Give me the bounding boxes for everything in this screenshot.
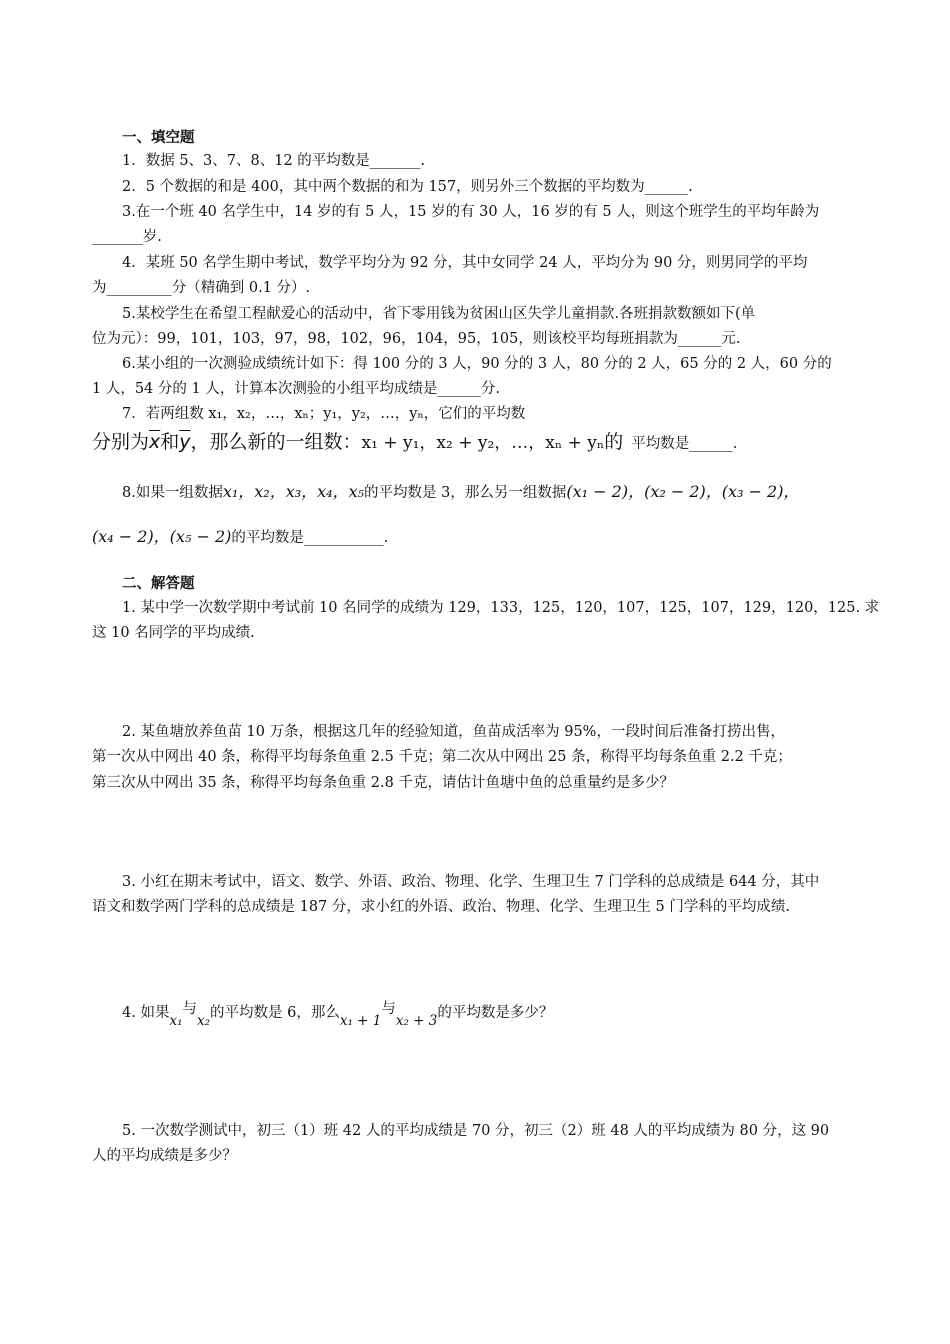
solve-question-5-line-2: 人的平均成绩是多少？	[92, 1148, 237, 1164]
q8-data-set: x₁，x₂，x₃，x₄，x₅	[222, 482, 365, 501]
q4-text-pre: 4. 如果	[122, 1005, 170, 1021]
q7-sum-sequence: x₁ + y₁，x₂ + y₂，…，xₙ + yₙ	[361, 433, 605, 453]
q4-text-yu-2: 与	[381, 1001, 396, 1017]
q8-text-mid: 的平均数是 3，那么另一组数据	[364, 485, 567, 501]
solve-question-1-line-2: 这 10 名同学的平均成绩.	[92, 625, 255, 641]
q8-text-pre: 8.如果一组数据	[122, 485, 223, 501]
fill-question-7-line-2	[92, 429, 737, 457]
q8-shifted-set-part-2: (x₄ − 2)，(x₅ − 2)	[92, 527, 232, 546]
fill-question-4-line-2: 为_________分（精确到 0.1 分）.	[92, 280, 311, 296]
q7-text-pre: 分别为	[92, 431, 150, 453]
solve-question-3-line-2: 语文和数学两门学科的总成绩是 187 分，求小红的外语、政治、物理、化学、生理卫生 5 门学科的平均成绩.	[92, 899, 790, 915]
q4-text-mid: 的平均数是 6，那么	[210, 1005, 340, 1021]
q4-text-yu-1: 与	[182, 1001, 197, 1017]
section-2-heading: 二、解答题	[122, 576, 195, 592]
solve-question-2-line-2: 第一次从中网出 40 条，称得平均每条鱼重 2.5 千克；第二次从中网出 25 条，称得平均每条鱼重 2.2 千克；	[92, 749, 792, 765]
q8-text-post: 的平均数是___________.	[231, 530, 389, 546]
x-bar-symbol: $\overline{x}$	[149, 431, 161, 453]
solve-question-3-line-1: 3. 小红在期末考试中，语文、数学、外语、政治、物理、化学、生理卫生 7 门学科的总成绩是 644 分，其中	[122, 874, 820, 890]
fill-question-6-line-2: 1 人，54 分的 1 人，计算本次测验的小组平均成绩是______分.	[92, 381, 500, 397]
solve-question-4	[122, 998, 553, 1028]
y-bar-symbol: $\overline{y}$	[179, 431, 191, 453]
fill-question-1: 1．数据 5、3、7、8、12 的平均数是_______.	[122, 153, 426, 169]
solve-question-2-line-3: 第三次从中网出 35 条，称得平均每条鱼重 2.8 千克，请估计鱼塘中鱼的总重量约是多少？	[92, 775, 674, 791]
fill-question-4-line-1: 4．某班 50 名学生期中考试，数学平均分为 92 分，其中女同学 24 人，平均分为 90 分，则男同学的平均	[122, 255, 808, 271]
q7-text-post: 平均数是______.	[631, 436, 738, 452]
fill-question-5-line-1: 5.某校学生在希望工程献爱心的活动中，省下零用钱为贫困山区失学儿童捐款.各班捐款数额如下(单	[122, 306, 756, 322]
fill-question-2: 2．5 个数据的和是 400，其中两个数据的和为 157，则另外三个数据的平均数为______.	[122, 179, 693, 195]
q7-text-and: 和	[160, 431, 180, 453]
solve-question-2-line-1: 2. 某鱼塘放养鱼苗 10 万条，根据这几年的经验知道，鱼苗成活率为 95%，一段时间后准备打捞出售，	[122, 724, 785, 740]
fill-question-8-line-2	[92, 526, 388, 549]
fill-question-5-line-2: 位为元）：99，101，103，97，98，102，96，104，95，105，则该校平均每班捐款为______元.	[92, 331, 741, 347]
q7-text-de: 的	[604, 431, 624, 453]
q8-shifted-set-part-1: (x₁ − 2)，(x₂ − 2)，(x₃ − 2)，	[566, 482, 800, 501]
q4-x2: x₂	[196, 1013, 211, 1029]
fill-question-8-line-1	[122, 481, 799, 504]
solve-question-5-line-1: 5. 一次数学测试中，初三（1）班 42 人的平均成绩是 70 分，初三（2）班 48 人的平均成绩为 80 分，这 90	[122, 1123, 830, 1139]
q4-x1: x₁	[169, 1013, 183, 1029]
section-1-heading: 一、填空题	[122, 130, 195, 146]
q4-text-post: 的平均数是多少？	[437, 1005, 554, 1021]
q7-text-mid: ，那么新的一组数：	[190, 431, 362, 453]
fill-question-3-line-1: 3.在一个班 40 名学生中，14 岁的有 5 人，15 岁的有 30 人，16 岁的有 5 人，则这个班学生的平均年龄为	[122, 204, 820, 220]
q4-expr-1: x₁ + 1	[339, 1013, 382, 1029]
fill-question-6-line-1: 6.某小组的一次测验成绩统计如下：得 100 分的 3 人，90 分的 3 人，80 分的 2 人，65 分的 2 人，60 分的	[122, 356, 832, 372]
q4-expr-2: x₂ + 3	[395, 1013, 438, 1029]
fill-question-3-line-2: _______岁.	[92, 229, 162, 245]
fill-question-7-line-1: 7．若两组数 x₁，x₂，…，xₙ；y₁，y₂，…，yₙ，它们的平均数	[122, 406, 526, 422]
solve-question-1-line-1: 1. 某中学一次数学期中考试前 10 名同学的成绩为 129，133，125，120，107，125，107，129，120，125. 求	[122, 600, 880, 616]
